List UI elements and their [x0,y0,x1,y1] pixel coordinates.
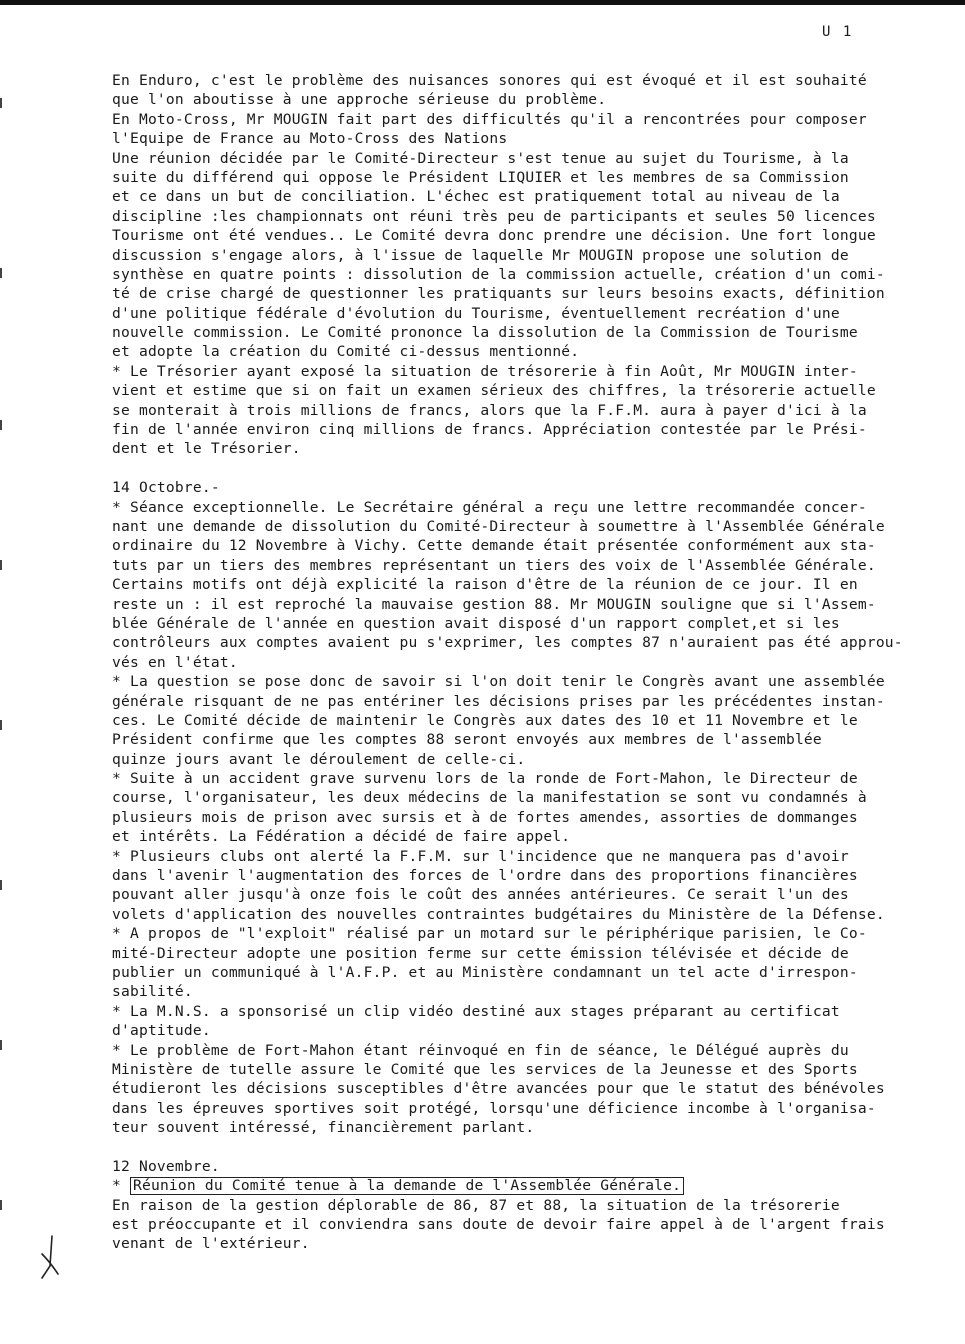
text-line: se monterait à trois millions de francs, alors que la F.F.M. aura à payer d'ici à la [112,401,867,419]
text-line: publier un communiqué à l'A.F.P. et au Ministère condamnant un tel acte d'irrespon- [112,963,858,981]
text-line: * Le Trésorier ayant exposé la situation de trésorerie à fin Août, Mr MOUGIN inter- [112,362,858,380]
margin-mark [0,720,2,730]
text-line: blée Générale de l'année en question avait disposé d'un rapport complet,et si les [112,614,840,632]
text-line: Certains motifs ont déjà explicité la raison d'être de la réunion de ce jour. Il en [112,576,858,594]
text-line: discussion s'engage alors, à l'issue de laquelle Mr MOUGIN propose une solution de [112,246,849,264]
text-line: teur souvent intéressé, financièrement parlant. [112,1119,535,1137]
document-body [112,71,948,1254]
margin-mark [0,420,2,430]
text-line: ces. Le Comité décide de maintenir le Congrès aux dates des 10 et 11 Novembre et le [112,711,858,729]
text-line: course, l'organisateur, les deux médecins de la manifestation se sont vu condamnés à [112,789,867,807]
bullet-mark: * [112,1177,130,1195]
text-line: et ce dans un but de conciliation. L'échec est pratiquement total au niveau de la [112,188,840,206]
paragraph-gap [112,1137,948,1156]
text-line: dans l'avenir l'augmentation des forces de l'ordre dans des proportions financières [112,867,858,885]
margin-mark [0,560,2,570]
margin-mark [0,1200,2,1210]
margin-mark [0,1040,2,1050]
boxed-heading: Réunion du Comité tenue à la demande de l'Assemblée Générale. [130,1177,684,1195]
text-line: * Suite à un accident grave survenu lors de la ronde de Fort-Mahon, le Directeur de [112,770,858,788]
text-line: vés en l'état. [112,653,238,671]
text-line: venant de l'extérieur. [112,1235,310,1253]
page-identifier: U 1 [822,24,854,40]
top-border-rule [0,0,965,5]
text-line: d'aptitude. [112,1022,211,1040]
text-line: Tourisme ont été vendues.. Le Comité devra donc prendre une décision. Une fort longue [112,227,876,245]
text-line: suite du différend qui oppose le Président LIQUIER et les membres de sa Commission [112,168,849,186]
text-line: * A propos de "l'exploit" réalisé par un motard sur le périphérique parisien, le Co- [112,925,867,943]
text-line: synthèse en quatre points : dissolution de la commission actuelle, création d'un comi- [112,265,885,283]
text-line: tuts par un tiers des membres représentant un tiers des voix de l'Assemblée Générale. [112,556,876,574]
text-line: que l'on aboutisse à une approche sérieuse du problème. [112,91,607,109]
text-line: discipline :les championnats ont réuni très peu de participants et seules 50 licences [112,207,876,225]
text-line: étudieront les décisions susceptibles d'être avancées pour que le statut des bénévoles [112,1080,885,1098]
text-line: En Enduro, c'est le problème des nuisances sonores qui est évoqué et il est souhaité [112,72,867,89]
text-line: * La question se pose donc de savoir si l'on doit tenir le Congrès avant une assemblée [112,673,885,691]
text-line: et adopte la création du Comité ci-dessus mentionné. [112,343,580,361]
text-line: Président confirme que les comptes 88 seront envoyés aux membres de l'assemblée [112,731,822,749]
text-line: d'une politique fédérale d'évolution du Tourisme, éventuellement recréation d'une [112,304,840,322]
text-line: générale risquant de ne pas entériner les décisions prises par les précédentes instan- [112,692,885,710]
text-line: et intérêts. La Fédération a décidé de faire appel. [112,828,571,846]
text-line: Une réunion décidée par le Comité-Directeur s'est tenue au sujet du Tourisme, à la [112,149,849,167]
text-line: * Plusieurs clubs ont alerté la F.F.M. sur l'incidence que ne manquera pas d'avoir [112,847,849,865]
text-line: dent et le Trésorier. [112,440,301,458]
text-line: plusieurs mois de prison avec sursis et à de fortes amendes, assorties de dommanges [112,808,858,826]
boxed-heading-line [112,1176,948,1195]
text-line: quinze jours avant le déroulement de celle-ci. [112,750,526,768]
text-line: * Le problème de Fort-Mahon étant réinvoqué en fin de séance, le Délégué auprès du [112,1041,849,1059]
text-line: volets d'application des nouvelles contraintes budgétaires du Ministère de la Défense. [112,905,885,923]
paragraph-gap [112,459,948,478]
text-line: * Séance exceptionnelle. Le Secrétaire général a reçu une lettre recommandée concer- [112,498,867,516]
text-line: En Moto-Cross, Mr MOUGIN fait part des difficultés qu'il a rencontrées pour composer [112,110,867,128]
section-date: 12 Novembre. [112,1157,220,1175]
text-line: mité-Directeur adopte une position ferme sur cette émission télévisée et décide de [112,944,849,962]
text-line: * La M.N.S. a sponsorisé un clip vidéo destiné aux stages préparant au certificat [112,1002,840,1020]
text-line: nouvelle commission. Le Comité prononce la dissolution de la Commission de Tourisme [112,324,858,342]
margin-mark [0,98,2,108]
text-line: vient et estime que si on fait un examen sérieux des chiffres, la trésorerie actuelle [112,382,876,400]
text-line: sabilité. [112,983,193,1001]
text-line: En raison de la gestion déplorable de 86, 87 et 88, la situation de la trésorerie [112,1196,840,1214]
text-line: contrôleurs aux comptes avaient pu s'exprimer, les comptes 87 n'auraient pas été approu- [112,634,903,652]
text-line: reste un : il est reproché la mauvaise gestion 88. Mr MOUGIN souligne que si l'Assem- [112,595,876,613]
text-line: pouvant aller jusqu'à onze fois le coût des années antérieures. Ce serait l'un des [112,886,849,904]
text-line: nant une demande de dissolution du Comité-Directeur à soumettre à l'Assemblée Générale [112,517,885,535]
handwritten-initial-mark [34,1232,74,1282]
text-line: ordinaire du 12 Novembre à Vichy. Cette demande était présentée conformément aux sta- [112,537,876,555]
text-line: est préoccupante et il conviendra sans doute de devoir faire appel à de l'argent frais [112,1216,885,1234]
margin-mark [0,880,2,890]
text-line: l'Equipe de France au Moto-Cross des Nations [112,130,508,148]
text-line: Ministère de tutelle assure le Comité que les services de la Jeunesse et des Sports [112,1060,858,1078]
text-line: fin de l'année environ cinq millions de francs. Appréciation contestée par le Prési- [112,421,867,439]
text-line: té de crise chargé de questionner les pratiquants sur leurs besoins exacts, définition [112,285,885,303]
section-date: 14 Octobre.- [112,479,220,497]
text-line: dans les épreuves sportives soit protégé, lorsqu'une déficience incombe à l'organisa- [112,1099,876,1117]
margin-mark [0,268,2,278]
